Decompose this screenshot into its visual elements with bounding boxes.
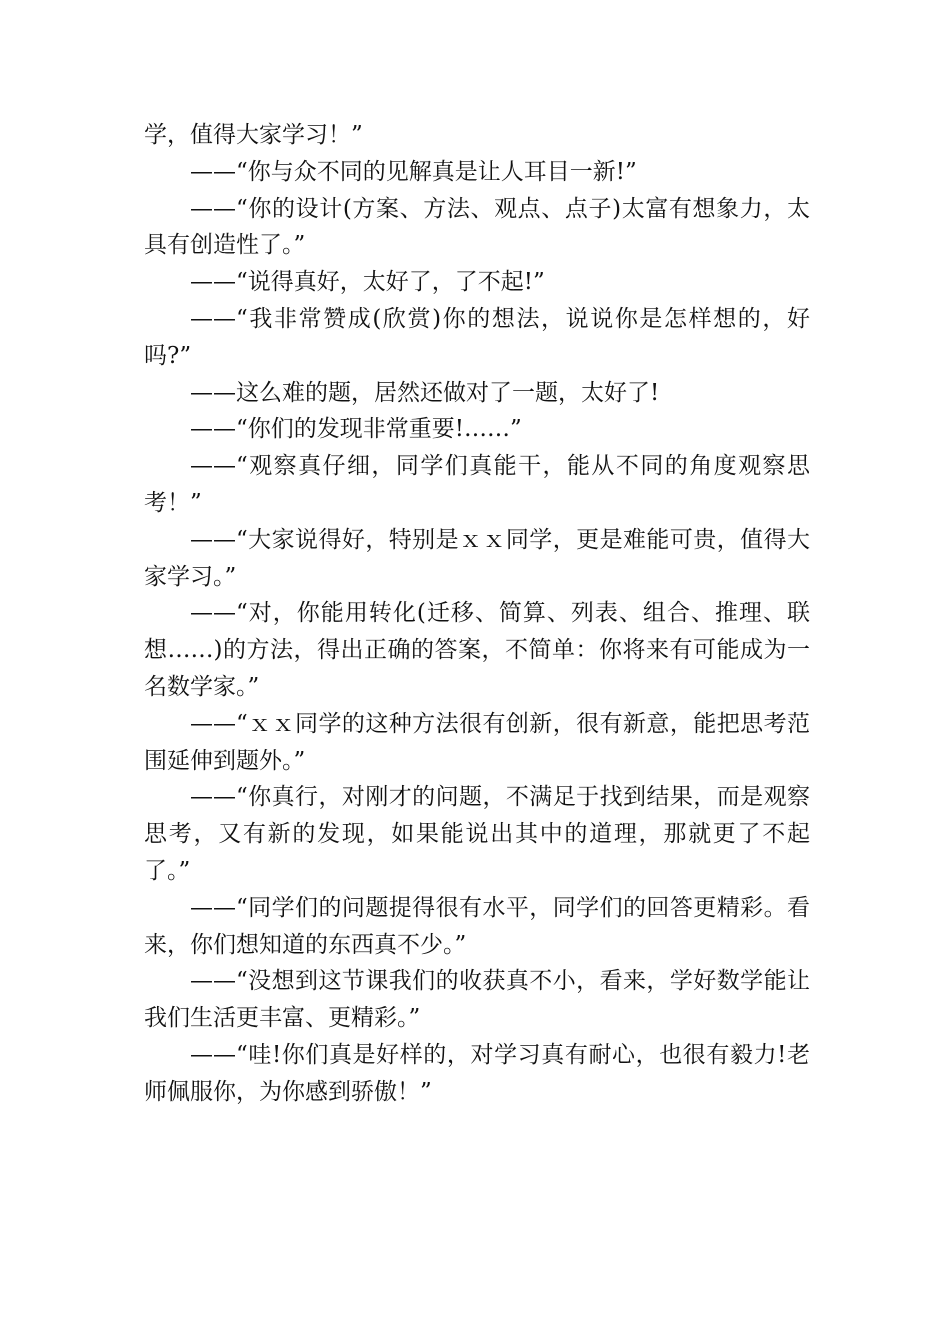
paragraph-quote: ——“我非常赞成(欣赏)你的想法，说说你是怎样想的，好吗?” [144, 305, 810, 369]
paragraph-quote: ——“大家说得好，特别是ｘｘ同学，更是难能可贵，值得大家学习。” [144, 526, 810, 590]
paragraph-quote: ——“说得真好，太好了，了不起!” [190, 269, 545, 296]
paragraph-quote: ——“观察真仔细，同学们真能干，能从不同的角度观察思考！” [144, 453, 810, 516]
paragraph-quote: ——“你与众不同的见解真是让人耳目一新!” [190, 158, 637, 185]
document-page [144, 117, 810, 1111]
paragraph-quote: ——“对，你能用转化(迁移、简算、列表、组合、推理、联想……)的方法，得出正确的答案，不简单：你将来有可能成为一名数学家。” [144, 600, 810, 700]
paragraph-continuation: 学，值得大家学习！” [144, 122, 363, 148]
paragraph-quote: ——这么难的题，居然还做对了一题，太好了! [190, 379, 660, 406]
paragraph-quote: ——“ｘｘ同学的这种方法很有创新，很有新意，能把思考范围延伸到题外。” [144, 710, 810, 774]
paragraph-quote: ——“哇!你们真是好样的，对学习真有耐心，也很有毅力!老师佩服你，为你感到骄傲！” [144, 1041, 810, 1105]
paragraph-quote: ——“你的设计(方案、方法、观点、点子)太富有想象力，太具有创造性了。” [144, 195, 810, 259]
paragraph-quote: ——“你们的发现非常重要!……” [190, 416, 522, 443]
paragraph-quote: ——“没想到这节课我们的收获真不小，看来，学好数学能让我们生活更丰富、更精彩。” [144, 968, 810, 1032]
paragraph-quote: ——“同学们的问题提得很有水平，同学们的回答更精彩。看来，你们想知道的东西真不少。” [144, 894, 810, 958]
paragraph-quote: ——“你真行，对刚才的问题，不满足于找到结果，而是观察思考，又有新的发现，如果能说出其中的道理，那就更了不起了。” [144, 784, 810, 884]
